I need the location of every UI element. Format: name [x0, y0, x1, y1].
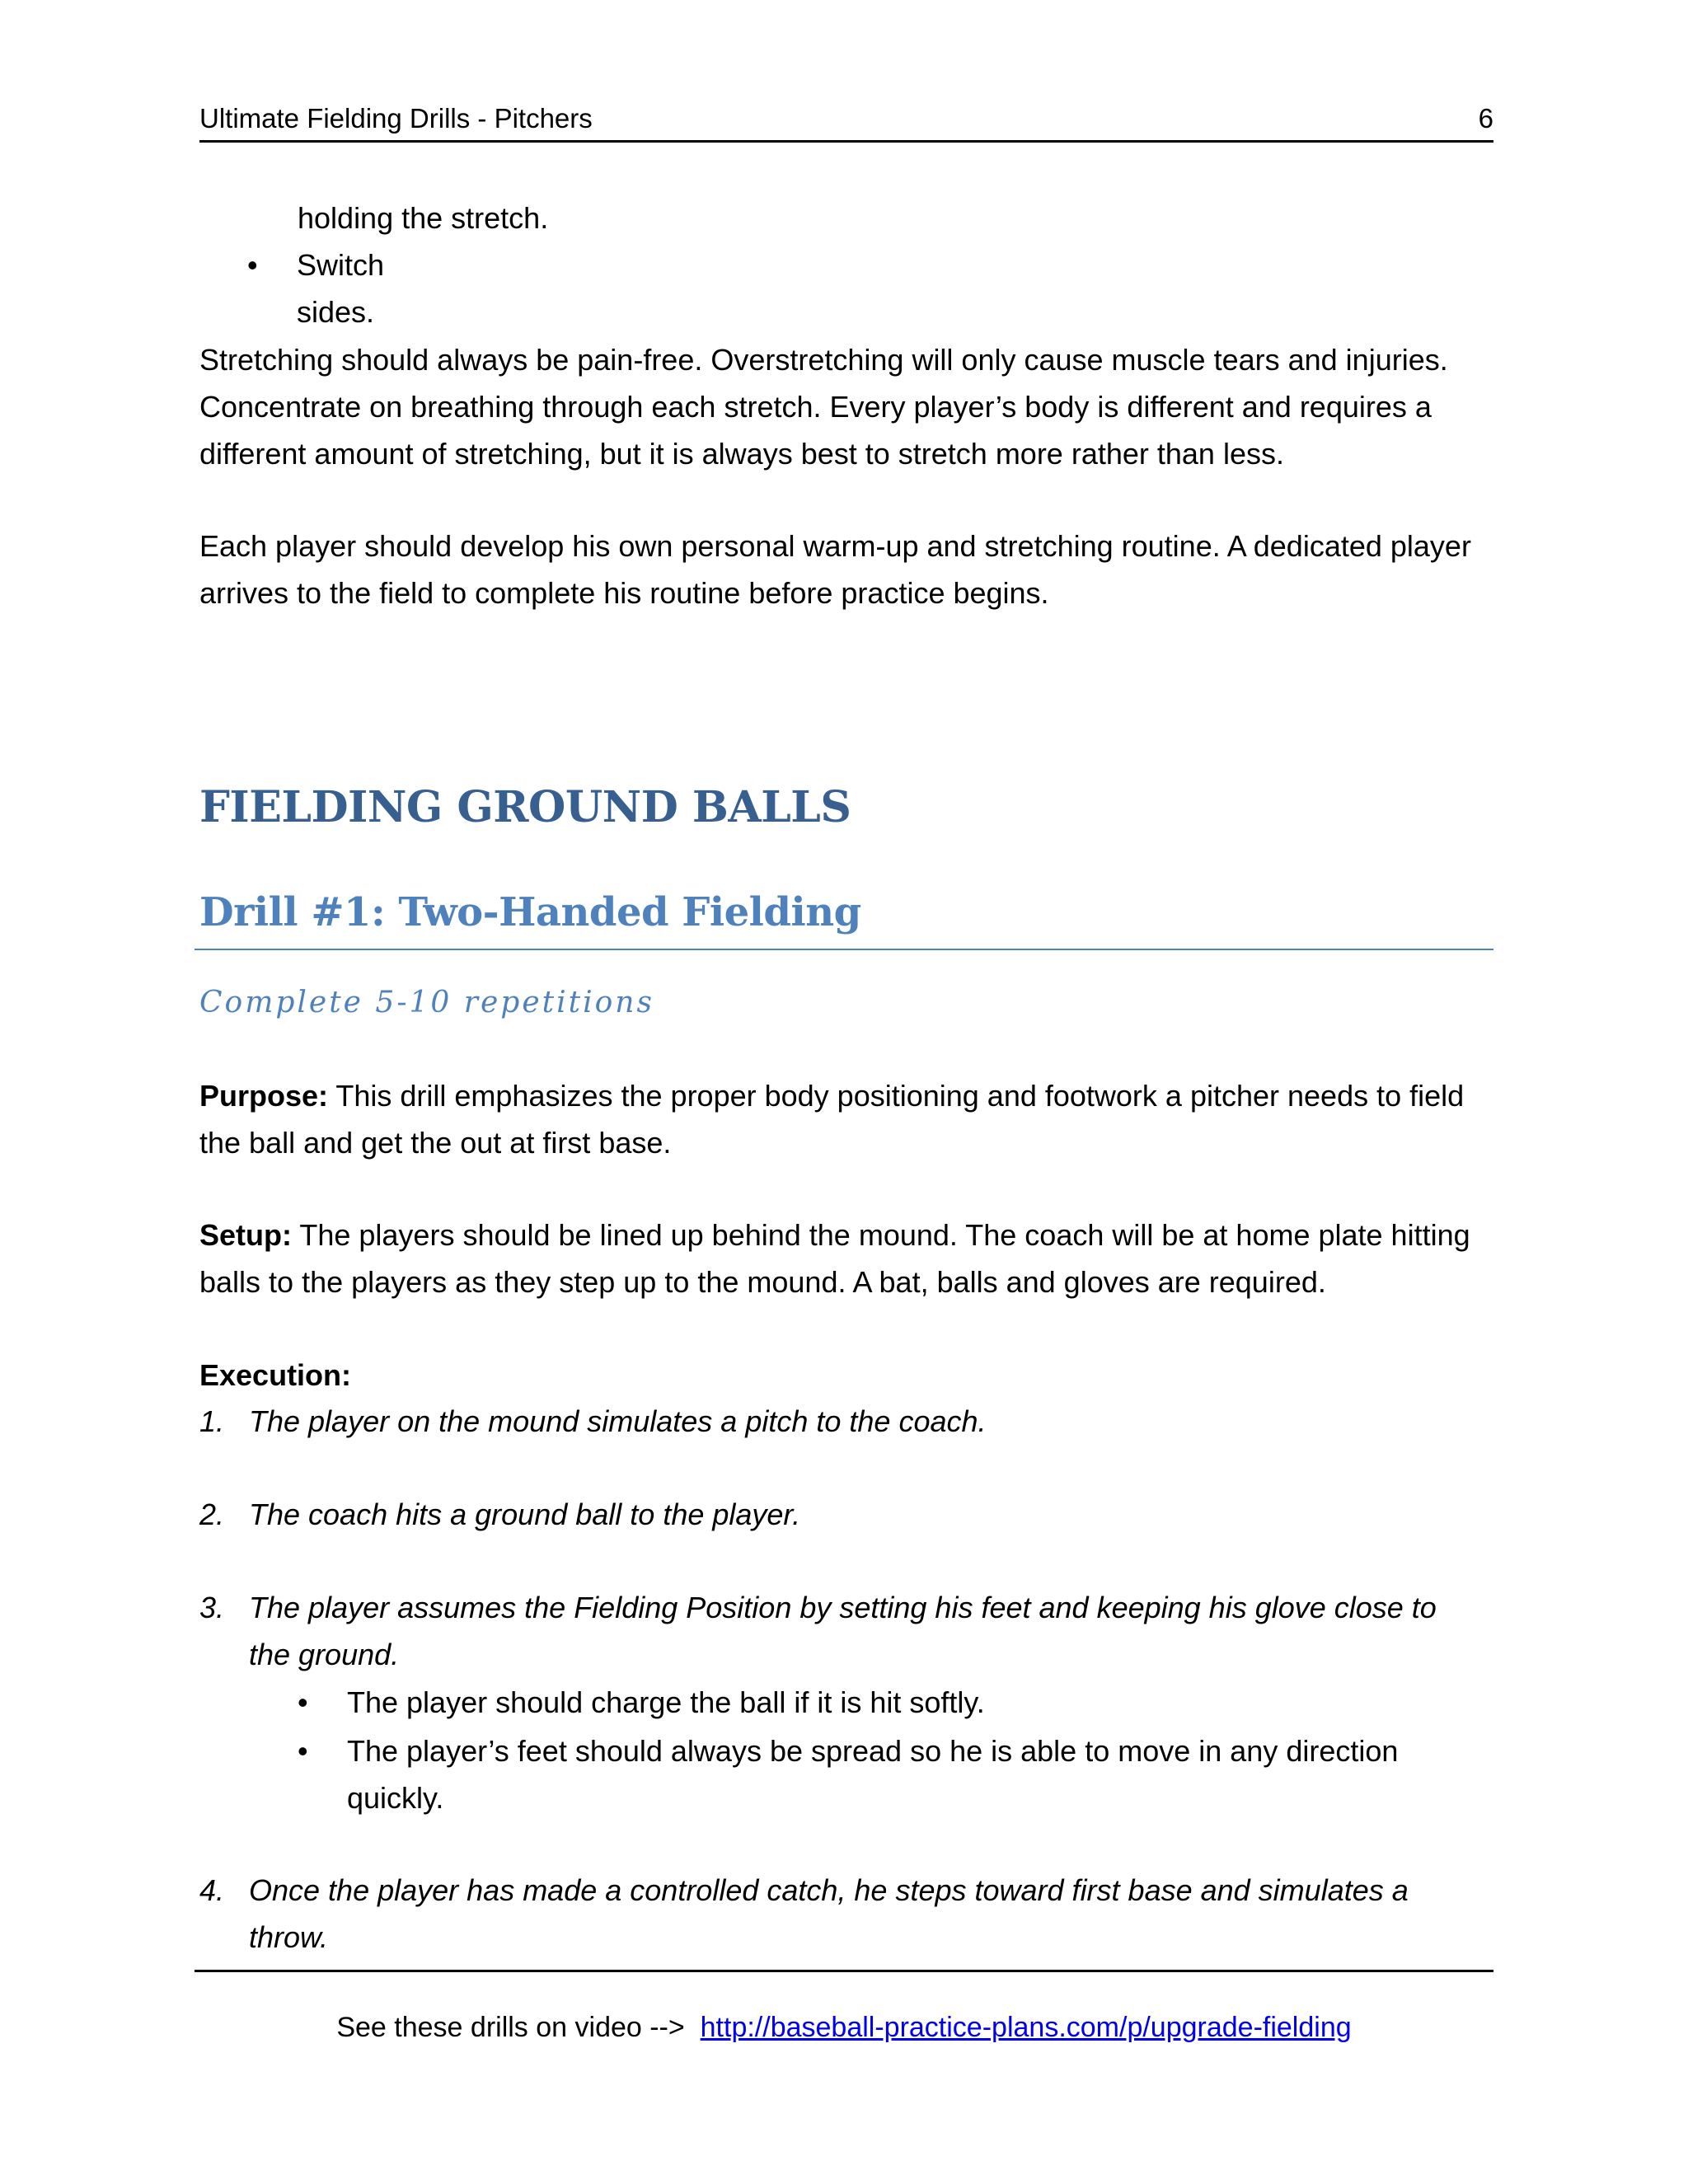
list-item-text: Switch sides.: [297, 248, 385, 329]
execution-step: [199, 1491, 1485, 1538]
purpose-paragraph: [199, 1072, 1502, 1166]
title-divider: [195, 949, 1493, 950]
list-continuation: holding the stretch.: [298, 201, 549, 235]
execution-label: Execution:: [199, 1358, 352, 1392]
execution-step: [199, 1584, 1485, 1678]
bullet-icon: •: [298, 1685, 308, 1719]
purpose-label: Purpose:: [199, 1079, 329, 1113]
step-text: The player assumes the Fielding Position by setting his feet and keeping his glove close to the ground.: [249, 1591, 1437, 1671]
step-number: 1.: [199, 1404, 225, 1438]
list-item: [298, 1727, 1451, 1821]
step-number: 4.: [199, 1873, 225, 1907]
step-text: Once the player has made a controlled catch, he steps toward first base and simulates a throw.: [249, 1873, 1409, 1954]
paragraph: Each player should develop his own personal warm-up and stretching routine. A dedicated player arrives to the field to complete his routine before practice begins.: [199, 529, 1471, 610]
drill-title: Drill #1: Two-Handed Fielding: [199, 889, 861, 935]
list-item-text: The player’s feet should always be spread so he is able to move in any direction quickly.: [347, 1734, 1399, 1815]
paragraph: Stretching should always be pain-free. Overstretching will only cause muscle tears and injuries. Concentrate on breathing through each stretch. Every player’s body is different and requires a different amount of stretching, but it is always best to stretch more rather than less.: [199, 343, 1448, 471]
page-number: 6: [1478, 103, 1493, 134]
bullet-icon: •: [247, 248, 258, 282]
execution-step: [199, 1867, 1485, 1961]
page-header: [199, 97, 1493, 143]
setup-text: The players should be lined up behind the mound. The coach will be at home plate hitting balls to the players as they step up to the mound. A bat, balls and gloves are required.: [199, 1218, 1470, 1299]
step-text: The player on the mound simulates a pitch to the coach.: [249, 1404, 987, 1438]
section-heading: FIELDING GROUND BALLS: [199, 782, 851, 832]
page-footer: [0, 2005, 1688, 2050]
list-item-text: The player should charge the ball if it is hit softly.: [347, 1685, 985, 1719]
step-number: 2.: [199, 1497, 225, 1531]
header-title: Ultimate Fielding Drills - Pitchers: [199, 103, 593, 134]
execution-step: [199, 1398, 1485, 1445]
purpose-text: This drill emphasizes the proper body positioning and footwork a pitcher needs to field the ball and get the out at first base.: [199, 1079, 1465, 1160]
step-text: The coach hits a ground ball to the player.: [249, 1497, 801, 1531]
bullet-icon: •: [298, 1734, 308, 1768]
setup-label: Setup:: [199, 1218, 292, 1252]
step-number: 3.: [199, 1591, 225, 1624]
list-item: [298, 1679, 1451, 1726]
video-link[interactable]: http://baseball-practice-plans.com/p/upgrade-fielding: [700, 2012, 1352, 2043]
setup-paragraph: [199, 1212, 1502, 1305]
footer-text: See these drills on video -->: [336, 2012, 701, 2043]
repetitions-subtitle: Complete 5-10 repetitions: [199, 986, 654, 1019]
footer-divider: [195, 1970, 1493, 1972]
